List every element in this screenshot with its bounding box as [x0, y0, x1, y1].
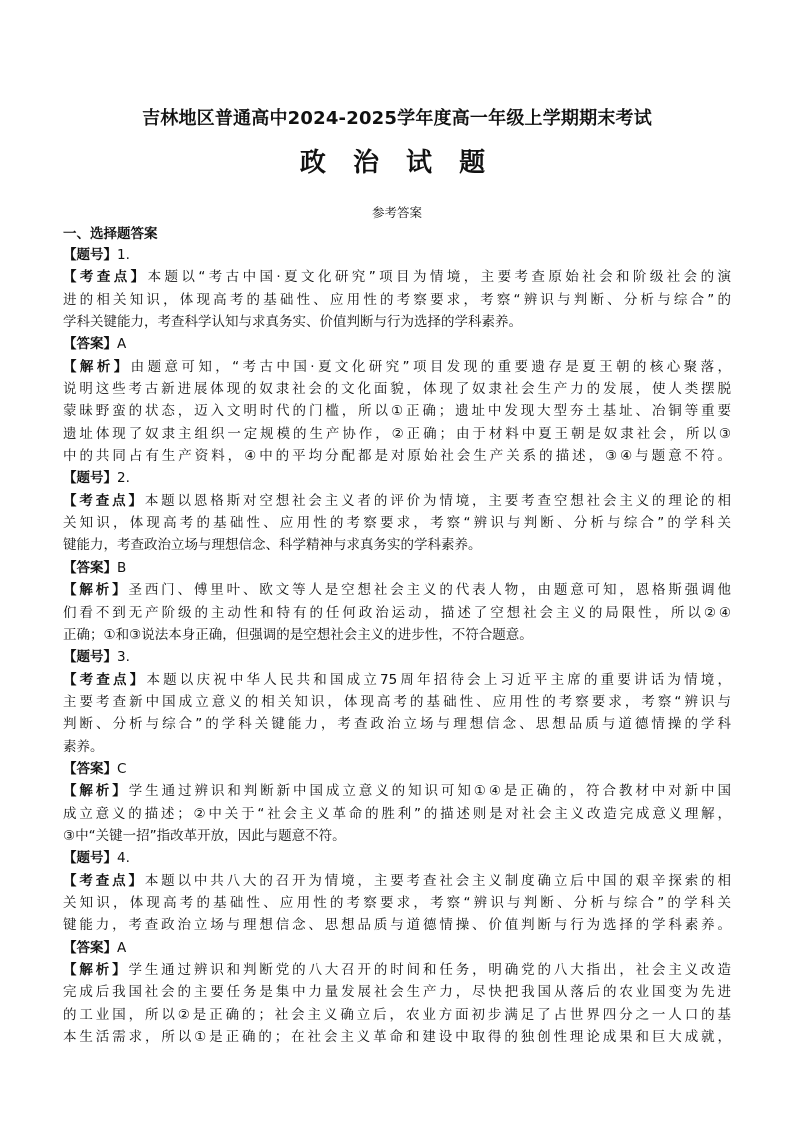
text-line: [63, 602, 731, 624]
line-text: 们看不到无产阶级的主动性和特有的任何政治运动，描述了空想社会主义的局限性，所以②④: [63, 604, 731, 621]
line-text: 圣西门、傅里叶、欧文等人是空想社会主义的代表人物，由题意可知，恩格斯强调他: [128, 582, 731, 599]
text-line: [63, 713, 731, 735]
text-line: [63, 333, 731, 355]
line-text: 4.: [117, 850, 130, 867]
line-text: 1.: [117, 247, 130, 263]
text-line: [63, 937, 731, 959]
text-line: [63, 892, 731, 914]
text-line: [63, 624, 731, 646]
text-line: [63, 356, 731, 378]
text-line: [63, 803, 731, 825]
line-text: 的工业国，所以②是正确的；社会主义确立后，农业方面初步满足了占世界四分之一人口的基: [63, 1006, 731, 1023]
line-tag: 【考查点】: [63, 872, 145, 889]
line-text: 关知识，体现高考的基础性、应用性的考察要求，考察“辨识与判断、分析与综合”的学科关: [63, 515, 731, 532]
text-line: [63, 534, 731, 556]
line-text: C: [117, 760, 127, 777]
line-text: 学科关键能力，考查科学认知与求真务实、价值判断与行为选择的学科素养。: [63, 314, 522, 331]
line-text: 键能力，考查政治立场与理想信念、思想品质与道德情操、价值判断与行为选择的学科素养。: [63, 917, 731, 934]
text-line: [63, 512, 731, 534]
text-line: [63, 423, 731, 445]
line-tag: 【答案】: [63, 336, 117, 353]
text-line: [63, 1026, 731, 1048]
text-line: [63, 981, 731, 1003]
line-text: 键能力，考查政治立场与理想信念、科学精神与求真务实的学科素养。: [63, 537, 482, 554]
line-tag: 【题号】: [63, 649, 117, 666]
line-text: 主要考查新中国成立意义的相关知识，体现高考的基础性、应用性的考察要求，考察“辨识与: [63, 693, 731, 710]
line-text: 由题意可知，“考古中国·夏文化研究”项目发现的重要遗存是夏王朝的核心聚落，: [130, 358, 731, 375]
line-text: 本题以中共八大的召开为情境，主要考查社会主义制度确立后中国的艰辛探索的相: [144, 872, 731, 889]
text-line: [63, 378, 731, 400]
text-line: [63, 244, 731, 266]
text-line: [63, 311, 731, 333]
line-text: 中的共同占有生产资料，④中的平均分配都是对原始社会生产关系的描述，③④与题意不符。: [63, 448, 731, 465]
text-line: [63, 490, 731, 512]
line-text: 遗址体现了奴隶主组织一定规模的生产协作，②正确；由于材料中夏王朝是奴隶社会，所以③: [63, 425, 731, 442]
answer-key-title: 参考答案: [371, 205, 422, 220]
answer-content: [63, 244, 731, 1048]
line-tag: 【题号】: [63, 470, 117, 487]
line-tag: 【解析】: [63, 783, 129, 800]
text-line: [63, 736, 731, 758]
line-text: 本题以庆祝中华人民共和国成立75周年招待会上习近平主席的重要讲话为情境，: [146, 671, 731, 688]
text-line: [63, 266, 731, 288]
text-line: [63, 445, 731, 467]
line-text: 学生通过辨识和判断新中国成立意义的知识可知①④是正确的，符合教材中对新中国: [128, 783, 731, 800]
line-tag: 【考查点】: [63, 492, 145, 509]
line-text: 3.: [117, 649, 130, 666]
line-text: 进的相关知识，体现高考的基础性、应用性的考察要求，考察“辨识与判断、分析与综合”的: [63, 291, 731, 308]
text-line: [63, 959, 731, 981]
line-text: 蒙昧野蛮的状态，迈入文明时代的门槛，所以①正确；遗址中发现大型夯土基址、冶铜等重要: [63, 403, 731, 420]
line-tag: 【解析】: [63, 582, 129, 599]
line-text: 学生通过辨识和判断党的八大召开的时间和任务，明确党的八大指出，社会主义改造: [128, 962, 731, 978]
line-text: A: [117, 336, 127, 353]
text-line: [63, 467, 731, 489]
text-line: [63, 691, 731, 713]
line-text: 判断、分析与综合”的学科关键能力，考查政治立场与理想信念、思想品质与道德情操的学科: [63, 716, 731, 733]
text-line: [63, 400, 731, 422]
text-line: [63, 669, 731, 691]
line-text: 完成后我国社会的主要任务是集中力量发展社会生产力，尽快把我国从落后的农业国变为先进: [63, 984, 731, 1001]
line-text: 成立意义的描述；②中关于“社会主义革命的胜利”的描述则是对社会主义改造完成意义理解，: [63, 805, 731, 822]
text-line: [63, 1004, 731, 1026]
line-tag: 【题号】: [63, 850, 117, 867]
exam-title: 吉林地区普通高中2024-2025学年度高一年级上学期期末考试: [142, 108, 652, 129]
text-line: [63, 289, 731, 311]
text-line: [63, 825, 731, 847]
line-tag: 【解析】: [63, 962, 129, 978]
text-line: [63, 758, 731, 780]
line-text: 本题以“考古中国·夏文化研究”项目为情境，主要考查原始社会和阶级社会的演: [147, 269, 731, 286]
line-tag: 【答案】: [63, 760, 117, 777]
text-line: [63, 579, 731, 601]
text-line: [63, 847, 731, 869]
line-tag: 【答案】: [63, 939, 117, 956]
line-text: 2.: [117, 470, 130, 487]
exam-subject-title: 政 治 试 题: [299, 148, 495, 178]
line-text: 素养。: [63, 738, 104, 755]
text-line: [63, 646, 731, 668]
line-text: ③中“关键一招”指改革开放，因此与题意不符。: [63, 827, 346, 844]
line-tag: 【考查点】: [63, 671, 147, 688]
text-line: [63, 780, 731, 802]
line-tag: 【解析】: [63, 358, 131, 375]
text-line: [63, 870, 731, 892]
line-tag: 【题号】: [63, 247, 117, 263]
line-tag: 【答案】: [63, 559, 117, 576]
text-line: [63, 557, 731, 579]
line-text: B: [117, 559, 127, 576]
line-text: 说明这些考古新进展体现的奴隶社会的文化面貌，体现了奴隶社会生产力的发展，使人类摆脱: [63, 381, 731, 398]
line-text: 正确；①和③说法本身正确，但强调的是空想社会主义的进步性，不符合题意。: [63, 626, 533, 643]
line-text: 本生活需求，所以①是正确的；在社会主义革命和建设中取得的独创性理论成果和巨大成就，: [63, 1029, 731, 1046]
line-text: A: [117, 939, 127, 956]
line-text: 本题以恩格斯对空想社会主义者的评价为情境，主要考查空想社会主义的理论的相: [144, 492, 731, 509]
line-tag: 【考查点】: [63, 269, 148, 286]
section-heading: 一、选择题答案: [63, 226, 158, 242]
line-text: 关知识，体现高考的基础性、应用性的考察要求，考察“辨识与判断、分析与综合”的学科关: [63, 894, 731, 911]
text-line: [63, 914, 731, 936]
